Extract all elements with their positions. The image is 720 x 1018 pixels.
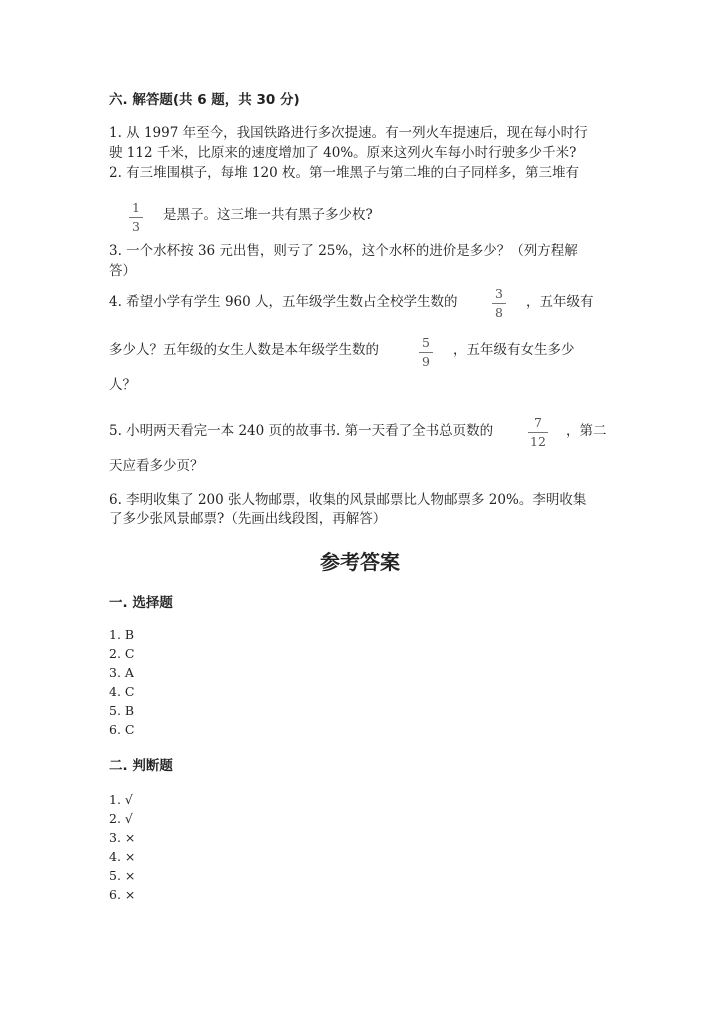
question-4-part-2: ，五年级有 [526, 294, 594, 310]
fraction-seven-twelfths [528, 416, 548, 449]
question-2-line-1: 2. 有三堆围棋子，每堆 120 枚。第一堆黑子与第二堆的白子同样多，第三堆有 [109, 165, 580, 181]
answer-item: 4. × [109, 849, 136, 864]
fraction-bar [419, 352, 433, 353]
fraction-five-ninths [419, 336, 433, 369]
fraction-bar [492, 303, 506, 304]
fraction-denominator: 3 [132, 219, 140, 234]
fraction-numerator: 3 [495, 286, 503, 301]
question-1-line-2: 驶 112 千米，比原来的速度增加了 40%。原来这列火车每小时行驶多少千米? [109, 145, 577, 161]
question-4-part-1: 4. 希望小学有学生 960 人，五年级学生数占全校学生数的 [109, 294, 458, 310]
answer-item: 1. √ [109, 792, 133, 807]
answers-title: 参考答案 [320, 550, 400, 574]
question-2-line-2: 是黑子。这三堆一共有黑子多少枚? [163, 207, 373, 223]
answer-item: 5. × [109, 868, 136, 883]
answer-item: 3. A [109, 665, 134, 680]
answers-section-1-list [109, 625, 134, 739]
answer-item: 2. √ [109, 811, 133, 826]
fraction-three-eighths [492, 287, 506, 320]
answers-section-2-list [109, 790, 135, 904]
fraction-one-third [129, 201, 143, 234]
answer-item: 1. B [109, 627, 135, 642]
fraction-numerator: 5 [422, 335, 430, 350]
fraction-numerator: 7 [534, 415, 542, 430]
answer-item: 6. × [109, 887, 136, 902]
question-3-line-1: 3. 一个水杯按 36 元出售，则亏了 25%，这个水杯的进价是多少？（列方程解 [109, 243, 578, 259]
fraction-denominator: 9 [422, 354, 430, 369]
question-4-part-4: ，五年级有女生多少 [453, 342, 575, 358]
fraction-bar [528, 432, 548, 433]
answer-item: 4. C [109, 684, 135, 699]
question-4-part-5: 人？ [109, 377, 136, 393]
question-5-part-1: 5. 小明两天看完一本 240 页的故事书. 第一天看了全书总页数的 [109, 423, 494, 439]
question-3-line-2: 答） [109, 263, 136, 279]
answer-item: 5. B [109, 703, 135, 718]
section-heading: 六. 解答题(共 6 题，共 30 分) [109, 92, 300, 108]
answer-item: 6. C [109, 722, 135, 737]
question-4-part-3: 多少人？五年级的女生人数是本年级学生数的 [109, 342, 379, 358]
answers-section-2-heading: 二. 判断题 [109, 758, 173, 774]
fraction-numerator: 1 [132, 200, 140, 215]
question-6-line-2: 了多少张风景邮票?（先画出线段图，再解答） [109, 511, 387, 527]
question-5-part-3: 天应看多少页？ [109, 458, 204, 474]
fraction-denominator: 12 [530, 434, 546, 449]
question-5-part-2: ，第二 [566, 423, 607, 439]
fraction-bar [129, 217, 143, 218]
question-6-line-1: 6. 李明收集了 200 张人物邮票，收集的风景邮票比人物邮票多 20%。李明收集 [109, 492, 587, 508]
fraction-denominator: 8 [495, 305, 503, 320]
answer-item: 3. × [109, 830, 136, 845]
answers-section-1-heading: 一. 选择题 [109, 595, 173, 611]
question-1-line-1: 1. 从 1997 年至今，我国铁路进行多次提速。有一列火车提速后，现在每小时行 [109, 125, 588, 141]
answer-item: 2. C [109, 646, 135, 661]
